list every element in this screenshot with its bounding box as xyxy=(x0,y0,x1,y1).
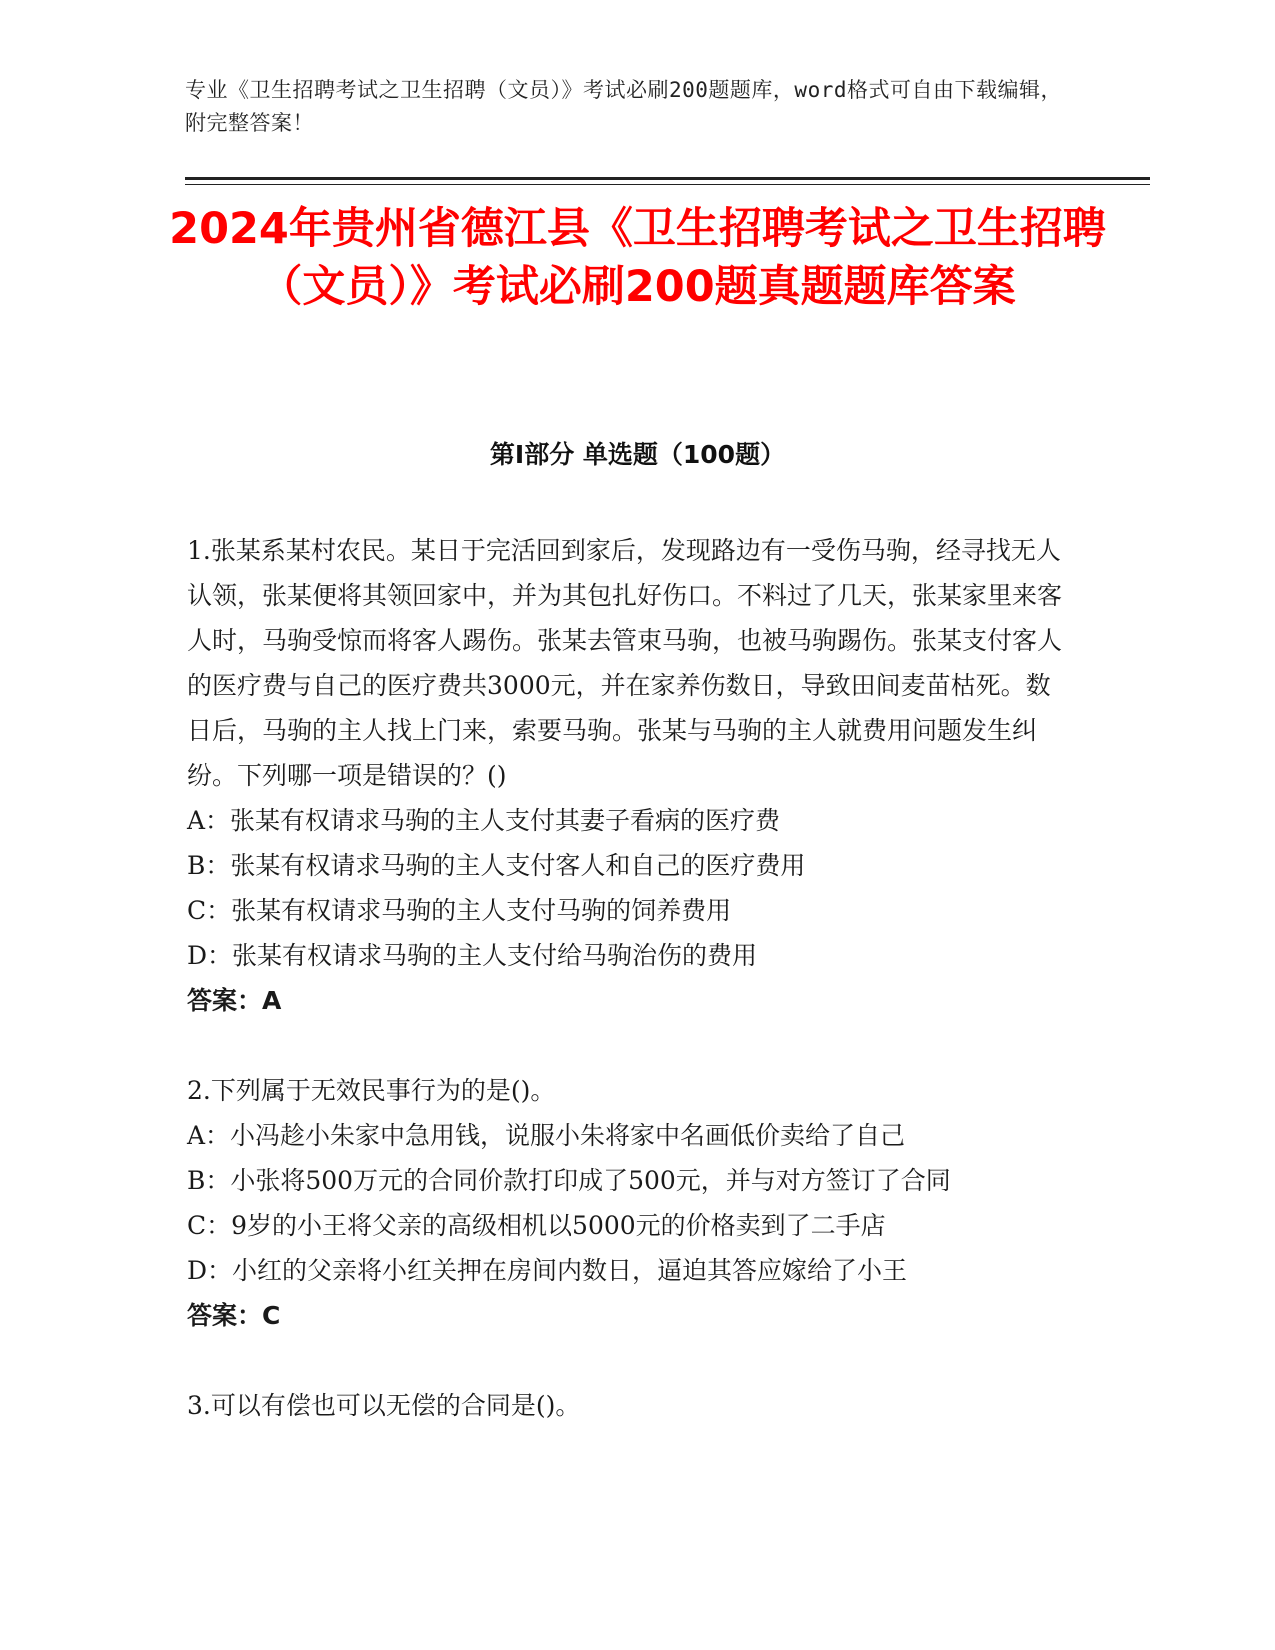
question-3 xyxy=(187,1383,1067,1428)
question-1 xyxy=(187,528,1067,1023)
answer-label: 答案：C xyxy=(187,1301,281,1330)
header-divider-thin xyxy=(185,184,1150,185)
answer-label: 答案：A xyxy=(187,986,282,1015)
question-stem: 3.可以有偿也可以无偿的合同是()。 xyxy=(187,1391,581,1420)
header-divider-thick xyxy=(185,177,1150,180)
question-list xyxy=(187,528,1067,1428)
option-c: C：9岁的小王将父亲的高级相机以5000元的价格卖到了二手店 xyxy=(187,1211,886,1240)
document-title: 2024年贵州省德江县《卫生招聘考试之卫生招聘（文员）》考试必刷200题真题题库答案 xyxy=(169,204,1106,312)
question-spacer xyxy=(187,1023,1067,1068)
option-a: A：张某有权请求马驹的主人支付其妻子看病的医疗费 xyxy=(187,806,781,835)
question-2 xyxy=(187,1068,1067,1338)
option-a: A：小冯趁小朱家中急用钱，说服小朱将家中名画低价卖给了自己 xyxy=(187,1121,906,1150)
option-b: B：张某有权请求马驹的主人支付客人和自己的医疗费用 xyxy=(187,851,806,880)
option-b: B：小张将500万元的合同价款打印成了500元，并与对方签订了合同 xyxy=(187,1166,951,1195)
question-spacer xyxy=(187,1338,1067,1383)
header-note: 专业《卫生招聘考试之卫生招聘（文员）》考试必刷200题题库，word格式可自由下载编辑，附完整答案！ xyxy=(185,78,1062,135)
option-c: C：张某有权请求马驹的主人支付马驹的饲养费用 xyxy=(187,896,732,925)
question-stem: 2.下列属于无效民事行为的是()。 xyxy=(187,1076,556,1105)
question-stem: 1.张某系某村农民。某日于完活回到家后，发现路边有一受伤马驹，经寻找无人认领，张某便将其领回家中，并为其包扎好伤口。不料过了几天，张某家里来客人时，马驹受惊而将客人踢伤。张某去管束马驹，也被马驹踢伤。张某支付客人的医疗费与自己的医疗费共3000元，并在家养伤数日，导致田间麦苗枯死。数日后，马驹的主人找上门来，索要马驹。张某与马驹的主人就费用问题发生纠纷。下列哪一项是错误的？() xyxy=(187,536,1063,790)
option-d: D：张某有权请求马驹的主人支付给马驹治伤的费用 xyxy=(187,941,758,970)
section-heading: 第I部分 单选题（100题） xyxy=(489,440,786,469)
option-d: D：小红的父亲将小红关押在房间内数日，逼迫其答应嫁给了小王 xyxy=(187,1256,908,1285)
